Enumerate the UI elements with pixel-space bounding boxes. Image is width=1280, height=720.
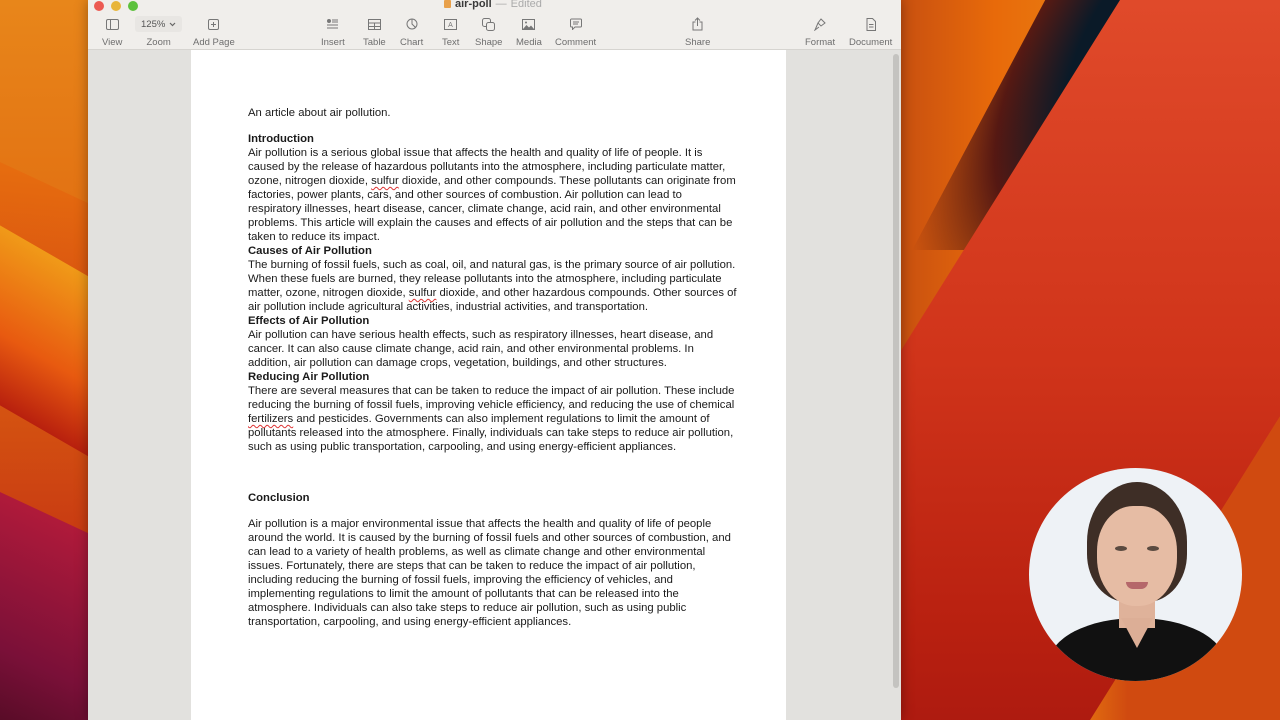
insert-button[interactable] — [321, 16, 345, 48]
title-separator: — — [495, 0, 507, 10]
text-run: dioxide, and other compounds. These pollutants can originate from factories, power plants, cars, and other sources of combustion. Air pollution can lead to respiratory illnesses, heart disease, cancer, climate change, acid rain, and other environmental problems. This article will explain the causes and effects of air pollution and the steps that can be taken to reduce its impact. — [248, 175, 736, 243]
text-label: Text — [442, 37, 460, 48]
text-button[interactable] — [442, 16, 459, 48]
section-heading-introduction: Introduction — [248, 133, 314, 145]
paintbrush-icon — [814, 16, 826, 32]
zoom-value: 125% — [141, 18, 166, 30]
section-heading-effects: Effects of Air Pollution — [248, 315, 370, 327]
chart-button[interactable] — [400, 16, 423, 48]
fullscreen-button[interactable] — [128, 1, 138, 11]
comment-label: Comment — [555, 37, 597, 48]
media-button[interactable] — [516, 16, 542, 48]
presenter-mouth — [1126, 582, 1148, 589]
view-button[interactable] — [102, 16, 122, 48]
text-run: dioxide, and other hazardous compounds. Other sources of air pollution include agricultural activities, industrial activities, and transportation. — [248, 287, 737, 313]
shape-icon — [482, 16, 495, 32]
zoom-select[interactable] — [135, 16, 182, 32]
blank-line — [248, 505, 738, 517]
presenter-face — [1097, 506, 1177, 606]
toolbar — [88, 0, 901, 50]
share-button[interactable] — [685, 16, 710, 48]
shape-label: Shape — [475, 37, 503, 48]
section-heading-reducing: Reducing Air Pollution — [248, 371, 370, 383]
shape-button[interactable] — [475, 16, 502, 48]
chart-label: Chart — [400, 37, 424, 48]
text-run: The burning of fossil fuels, such as coal, oil, and natural gas, is the primary source of air pollution. When these fuels are burned, they release pollutants into the atmosphere, including particulate matter, ozone, nitrogen dioxide, — [248, 259, 736, 299]
blank-line — [248, 454, 738, 491]
share-icon — [692, 16, 703, 32]
document-canvas — [88, 50, 901, 720]
document-proxy-icon — [444, 0, 451, 8]
presenter-video-avatar — [1029, 468, 1242, 681]
photo-icon — [522, 16, 535, 32]
plus-square-icon — [208, 16, 219, 32]
intro-line: An article about air pollution. — [248, 107, 391, 119]
text-run: Air pollution is a serious global issue that affects the health and quality of life of people. It is caused by the release of hazardous pollutants into the atmosphere, including particulate matter, ozone, nitrogen dioxide, — [248, 147, 726, 187]
misspelled-word[interactable]: sulfur — [408, 287, 437, 299]
document-icon — [866, 16, 876, 32]
section-body-conclusion: Air pollution is a major environmental issue that affects the health and quality of life of people around the world. It is caused by the burning of fossil fuels and other sources of combustion, and can lead to a variety of health problems, as well as climate change and other environmental issues. Fortunately, there are steps that can be taken to reduce the impact of air pollution, including reducing the burning of fossil fuels, improving the efficiency of vehicles, and implementing regulations to limit the amount of pollutants that can be released into the atmosphere. Individuals can also take steps to reduce air pollution, such as using public transportation, carpooling, and using energy-efficient appliances. — [248, 518, 731, 628]
media-label: Media — [516, 37, 542, 48]
section-heading-causes: Causes of Air Pollution — [248, 245, 372, 257]
format-label: Format — [805, 37, 836, 48]
document-label: Document — [849, 37, 893, 48]
add-page-button[interactable] — [193, 16, 235, 48]
add-page-label: Add Page — [193, 37, 235, 48]
view-label: View — [102, 37, 123, 48]
pages-window — [88, 0, 901, 720]
table-button[interactable] — [363, 16, 386, 48]
blank-line — [248, 120, 738, 132]
comment-icon — [570, 16, 582, 32]
document-body[interactable] — [248, 106, 738, 629]
chevron-down-icon — [169, 19, 176, 30]
pie-chart-icon — [406, 16, 418, 32]
section-body-reducing — [248, 384, 738, 454]
minimize-button[interactable] — [111, 1, 121, 11]
document-page[interactable] — [191, 50, 786, 720]
presenter-eye — [1147, 546, 1159, 551]
table-label: Table — [363, 37, 386, 48]
section-body-introduction — [248, 146, 738, 244]
zoom-control[interactable] — [135, 16, 182, 48]
comment-button[interactable] — [555, 16, 596, 48]
window-title — [444, 0, 542, 10]
section-body-causes — [248, 258, 738, 314]
sidebar-icon — [106, 16, 119, 32]
text-run: and pesticides. Governments can also implement regulations to limit the amount of pollutants released into the atmosphere. Finally, individuals can take steps to reduce air pollution, such as using public transportation, carpooling, and using energy-efficient appliances. — [248, 413, 734, 453]
svg-text:A: A — [448, 21, 454, 29]
misspelled-word[interactable]: sulfur — [371, 175, 399, 187]
insert-list-icon — [326, 16, 339, 32]
window-controls — [94, 1, 138, 11]
zoom-label: Zoom — [146, 37, 171, 48]
misspelled-word[interactable]: fertilizers — [248, 413, 294, 425]
scrollbar-thumb[interactable] — [893, 54, 899, 688]
section-body-effects: Air pollution can have serious health effects, such as respiratory illnesses, heart disease, and cancer. It can also cause climate change, acid rain, and other environmental problems. In addition, air pollution can damage crops, vegetation, buildings, and other structures. — [248, 329, 714, 369]
presenter-eye — [1115, 546, 1127, 551]
vertical-scrollbar[interactable] — [887, 50, 901, 720]
text-run: There are several measures that can be taken to reduce the impact of air pollution. These include reducing the burning of fossil fuels, improving vehicle efficiency, and reducing the use of chemical — [248, 385, 735, 411]
document-name: air-poll — [455, 0, 492, 10]
format-button[interactable] — [805, 16, 835, 48]
edited-status: Edited — [510, 0, 542, 10]
share-label: Share — [685, 37, 711, 48]
text-box-icon — [444, 16, 457, 32]
document-button[interactable] — [849, 16, 892, 48]
close-button[interactable] — [94, 1, 104, 11]
table-icon — [368, 16, 381, 32]
section-heading-conclusion: Conclusion — [248, 492, 310, 504]
insert-label: Insert — [321, 37, 345, 48]
